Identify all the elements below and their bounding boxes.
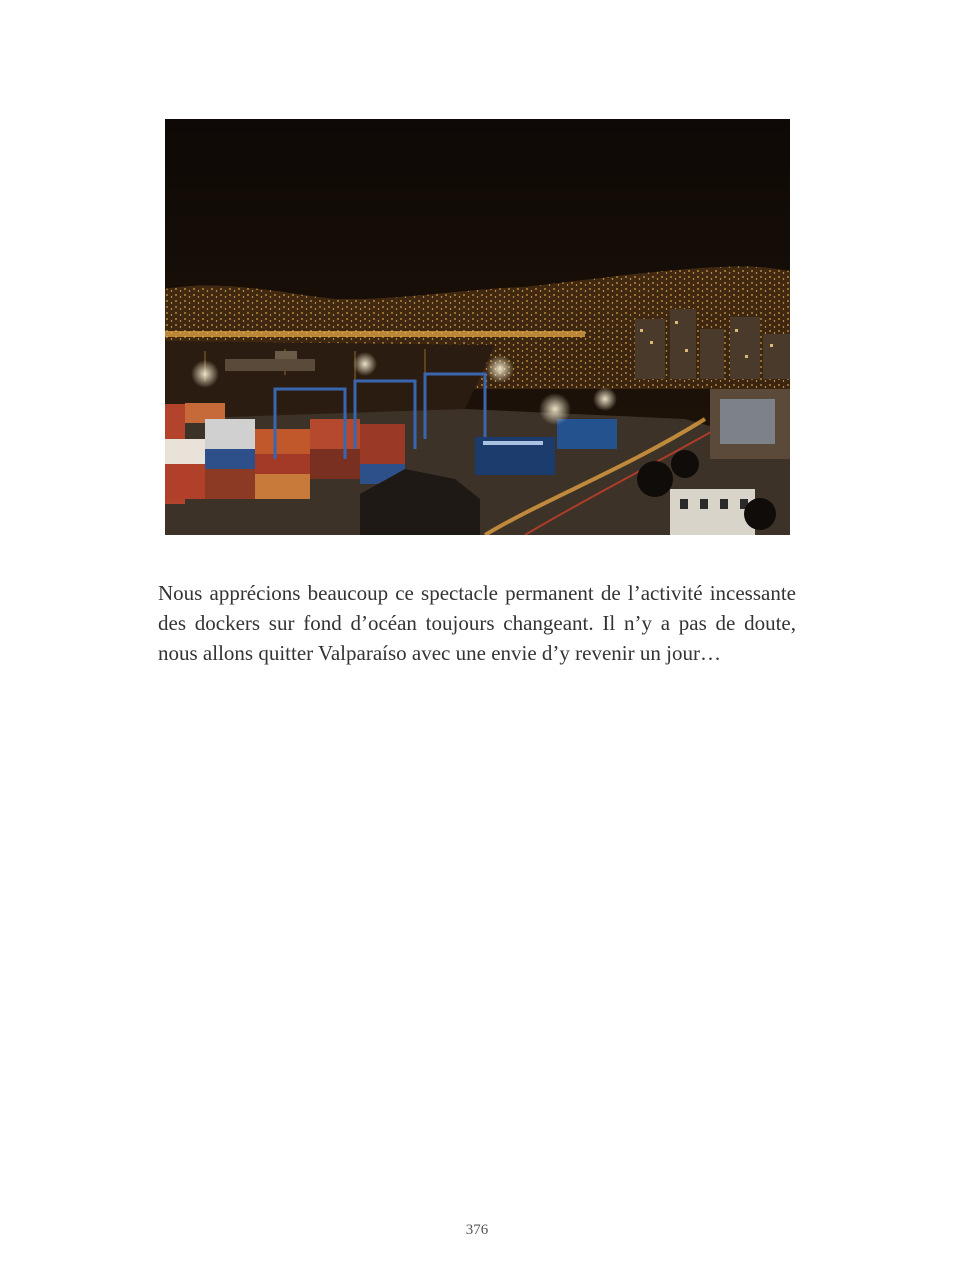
body-paragraph: Nous apprécions beaucoup ce spectacle permanent de l’activité incessante des dockers sur fond d’océan toujours changeant. Il n’y a pas de doute, nous allons quitter Valparaíso avec une envie d’y revenir un jour… (158, 581, 796, 666)
harbour-night-photo (165, 119, 790, 535)
harbour-night-photo-drawing (165, 119, 790, 535)
page-number: 376 (465, 1222, 489, 1238)
